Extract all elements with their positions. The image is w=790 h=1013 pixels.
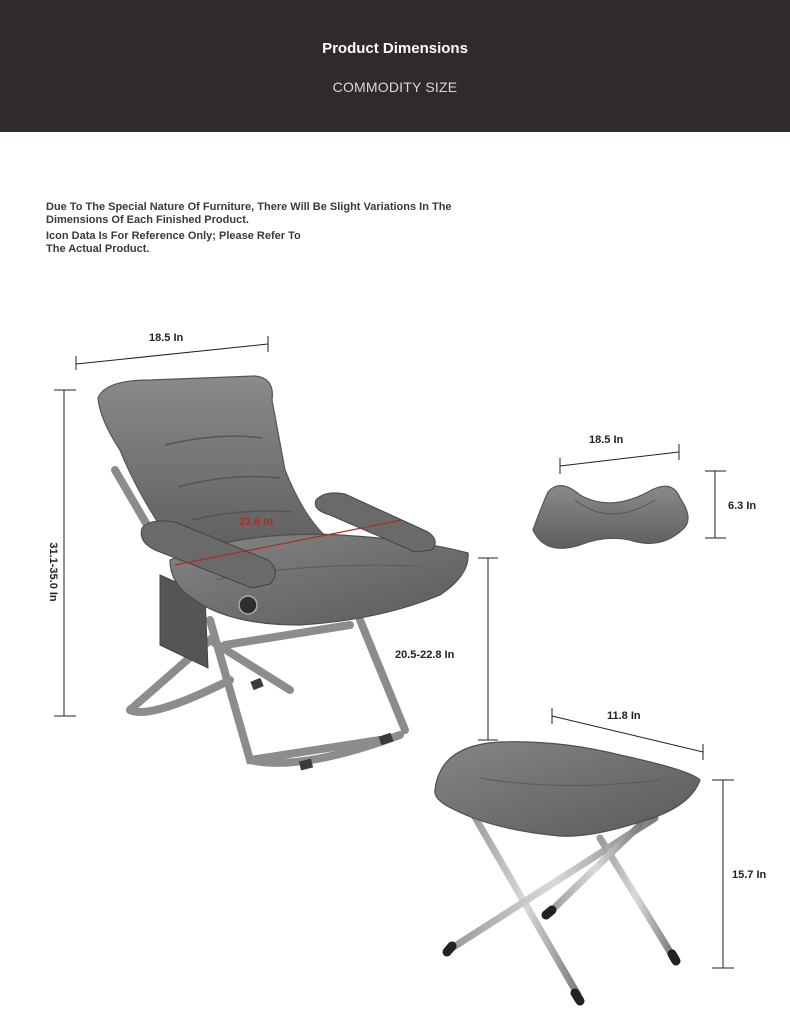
- ottoman-width-label: 11.8 In: [607, 710, 641, 722]
- chair-illustration: [98, 376, 468, 766]
- page-subtitle: COMMODITY SIZE: [332, 79, 458, 95]
- seat-height-label: 20.5-22.8 In: [395, 649, 455, 661]
- page-title: Product Dimensions: [322, 40, 468, 57]
- seat-depth-label: 23.6 In: [239, 516, 274, 528]
- pillow-height-label: 6.3 In: [728, 500, 757, 512]
- ottoman-illustration: [435, 742, 700, 1001]
- pillow-width-label: 18.5 In: [589, 434, 624, 446]
- disclaimer-line: Dimensions Of Each Finished Product.: [46, 214, 249, 226]
- disclaimer-line: Due To The Special Nature Of Furniture, There Will Be Slight Variations In The: [46, 201, 452, 213]
- chair-backrest: [98, 376, 330, 555]
- recline-knob-icon: [239, 596, 257, 614]
- chair-width-label: 18.5 In: [149, 332, 184, 344]
- pillow-illustration: [533, 486, 688, 549]
- chair-height-label: 31.1-35.0 In: [47, 542, 59, 602]
- disclaimer-line: The Actual Product.: [46, 243, 150, 255]
- disclaimer-line: Icon Data Is For Reference Only; Please Refer To: [46, 230, 301, 242]
- ottoman-height-label: 15.7 In: [732, 869, 767, 881]
